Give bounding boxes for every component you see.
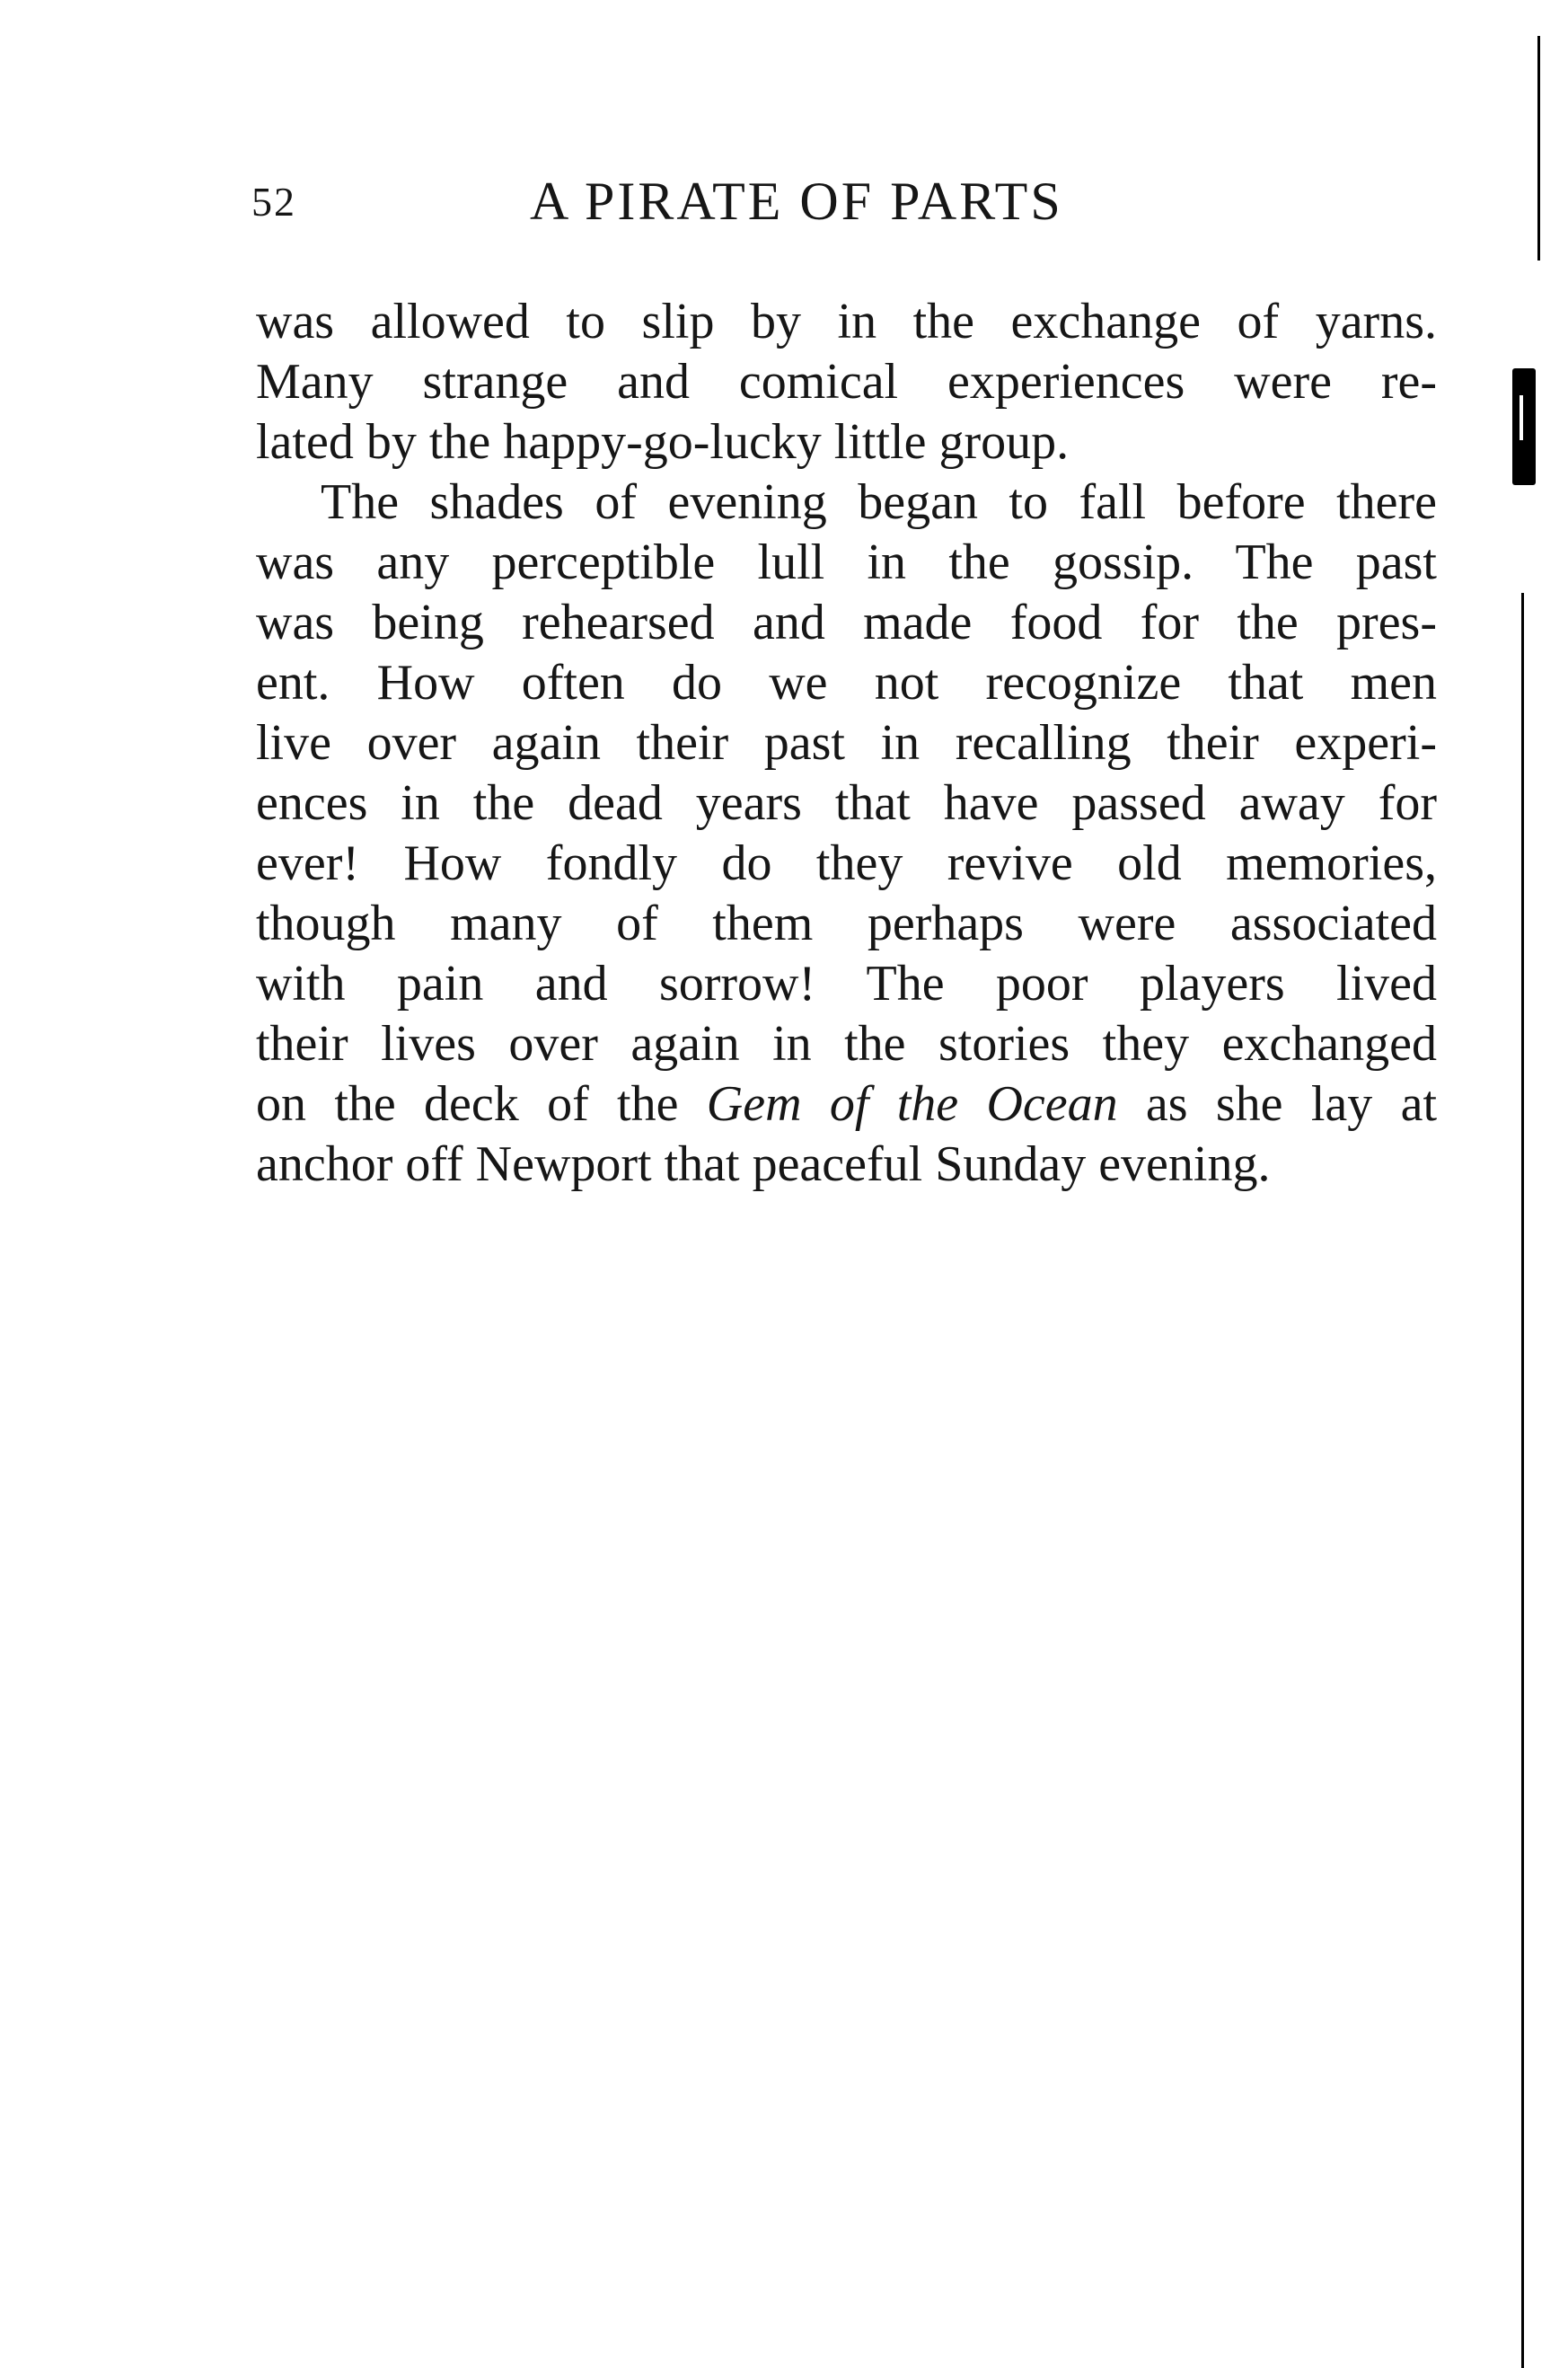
body-text bbox=[256, 292, 1437, 1195]
text-line: with pain and sorrow! The poor players lived bbox=[256, 956, 1437, 1012]
text-line: Many strange and comical experiences were re- bbox=[256, 354, 1437, 410]
text-line: ences in the dead years that have passed away for bbox=[256, 775, 1437, 831]
text-line: live over again their past in recalling their experi- bbox=[256, 715, 1437, 771]
text-line: though many of them perhaps were associated bbox=[256, 896, 1437, 951]
page-header bbox=[251, 171, 1437, 243]
text-run: as she lay at bbox=[1117, 1076, 1438, 1132]
text-run: on the deck of the bbox=[256, 1076, 707, 1132]
text-line: was being rehearsed and made food for the pres- bbox=[256, 595, 1437, 650]
scan-edge-line bbox=[1537, 36, 1540, 261]
text-line: lated by the happy-go-lucky little group. bbox=[256, 414, 1070, 470]
scan-edge-line bbox=[1521, 593, 1524, 2368]
text-line: ever! How fondly do they revive old memories, bbox=[256, 835, 1437, 891]
ship-name: Gem of the Ocean bbox=[706, 1076, 1118, 1132]
page-number: 52 bbox=[251, 179, 296, 225]
text-line bbox=[256, 1074, 1437, 1135]
text-line: was allowed to slip by in the exchange of yarns. bbox=[256, 294, 1437, 349]
text-line: was any perceptible lull in the gossip. The past bbox=[256, 535, 1437, 590]
scan-edge-mark bbox=[1512, 368, 1536, 485]
text-line: anchor off Newport that peaceful Sunday evening. bbox=[256, 1136, 1271, 1192]
text-line: their lives over again in the stories they exchanged bbox=[256, 1016, 1437, 1072]
text-line: The shades of evening began to fall before there bbox=[321, 474, 1437, 530]
running-title: A PIRATE OF PARTS bbox=[530, 172, 1063, 231]
text-line: ent. How often do we not recognize that men bbox=[256, 655, 1437, 711]
